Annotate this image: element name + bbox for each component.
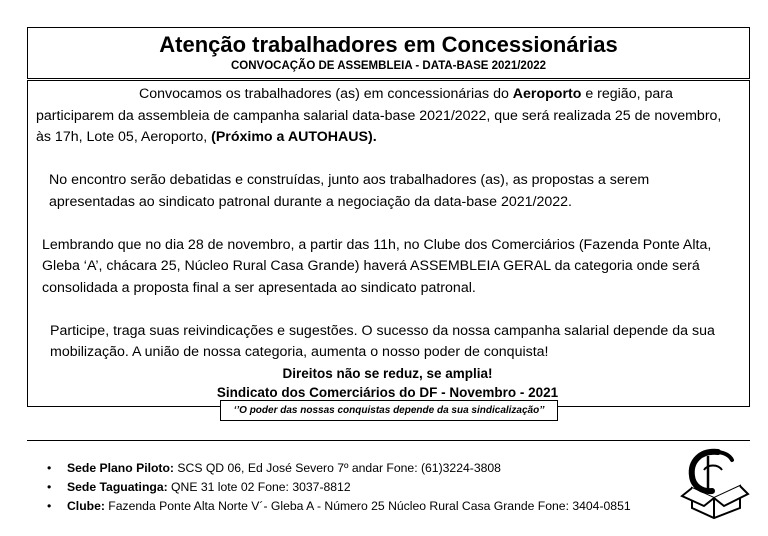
bullet-icon: • (47, 461, 52, 475)
address-label: Clube: (67, 499, 105, 513)
slogan-box: ‘’O poder das nossas conquistas depende da sua sindicalização’’ (220, 400, 558, 421)
address-item-plano-piloto (47, 459, 631, 478)
header-box (27, 27, 750, 79)
address-text: QNE 31 lote 02 Fone: 3037-8812 (167, 480, 351, 494)
address-item-clube (47, 497, 631, 516)
address-label: Sede Taguatinga: (67, 480, 168, 494)
bullet-icon: • (47, 499, 52, 513)
address-text: SCS QD 06, Ed José Severo 7º andar Fone: (61)3224-3808 (174, 461, 501, 475)
address-label: Sede Plano Piloto: (67, 461, 174, 475)
paragraph-general-assembly: Lembrando que no dia 28 de novembro, a partir das 11h, no Clube dos Comerciários (Fazenda Ponte Alta, Gleba ‘A’, chácara 25, Núcleo Rural Casa Grande) haverá ASSEMBLEIA GERAL da categoria onde será consolidada a proposta final a ser apresentada ao sindicato patronal. (42, 236, 712, 296)
address-list (47, 459, 631, 516)
p1-text-airport: Aeroporto (512, 86, 582, 102)
signature: Sindicato dos Comerciários do DF - Novembro - 2021 (216, 384, 559, 400)
page-subtitle: CONVOCAÇÃO DE ASSEMBLEIA - DATA-BASE 2021/2022 (230, 60, 547, 72)
page-title: Atenção trabalhadores em Concessionárias (159, 32, 618, 57)
address-text: Fazenda Ponte Alta Norte V´- Gleba A - Número 25 Núcleo Rural Casa Grande Fone: 3404-0851 (104, 499, 631, 513)
p1-text-c: e região, para participarem da assembleia de campanha salarial data-base 2021/2022, que será realizada 25 de novembro, às 17h, Lote 05, Aeroporto, (36, 86, 722, 145)
bullet-icon: • (47, 480, 52, 494)
p1-text-location: (Próximo a AUTOHAUS). (211, 129, 377, 145)
paragraph-convocation (36, 84, 739, 149)
paragraph-participate: Participe, traga suas reivindicações e sugestões. O sucesso da nossa campanha salarial depende da sua mobilização. A união de nossa categoria, aumenta o nosso poder de conquista! (50, 322, 715, 360)
union-logo-icon (678, 446, 750, 520)
announcement-box (27, 80, 750, 407)
paragraph-meeting: No encontro serão debatidas e construídas, junto aos trabalhadores (as), as propostas a serem apresentadas ao sindicato patronal durante a negociação da data-base 2021/2022. (49, 172, 650, 210)
p1-text-a: Convocamos os trabalhadores (as) em concessionárias do (139, 86, 513, 102)
motto: Direitos não se reduz, se amplia! (282, 365, 493, 381)
divider (27, 440, 750, 441)
address-item-taguatinga (47, 478, 631, 497)
